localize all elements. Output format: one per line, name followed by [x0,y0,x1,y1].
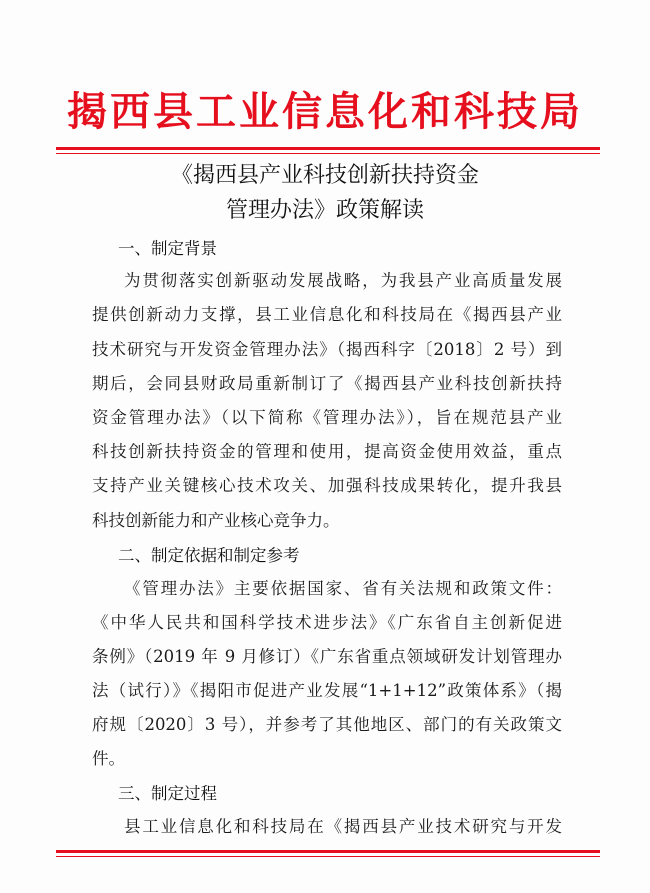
document-title-line-1: 《揭西县产业科技创新扶持资金 [170,163,479,188]
letterhead-rule-thin [56,153,600,154]
paragraph-line: 件。 [92,749,125,768]
footer-rule-thick [56,850,600,853]
paragraph-line: 支持产业关键核心技术攻关、加强科技成果转化，提升我县 [92,476,562,495]
section-heading-background: 一、制定背景 [118,239,217,258]
footer-rule-thin [56,856,600,857]
paragraph-line: 科技创新扶持资金的管理和使用，提高资金使用效益，重点 [92,442,562,461]
paragraph-line: 期后，会同县财政局重新制订了《揭西县产业科技创新扶持 [92,374,562,393]
paragraph-line: 府规〔2020〕3 号），并参考了其他地区、部门的有关政策文 [92,715,562,734]
letterhead-title: 揭西县工业信息化和科技局 [67,89,583,135]
letterhead-rule-thick [56,147,600,150]
paragraph-line: 条例》（2019 年 9 月修订）《广东省重点领域研发计划管理办 [92,647,562,666]
paragraph-line: 《中华人民共和国科学技术进步法》《广东省自主创新促进 [92,613,562,632]
paragraph-line: 《管理办法》主要依据国家、省有关法规和政策文件： [124,579,562,598]
paragraph-line: 法（试行）》《揭阳市促进产业发展“1+1+12”政策体系》（揭 [92,681,562,700]
section-heading-process: 三、制定过程 [118,784,217,803]
paragraph-line: 科技创新能力和产业核心竞争力。 [92,511,340,530]
paragraph-line: 技术研究与开发资金管理办法》（揭西科字〔2018〕2 号）到 [92,340,562,359]
document-title-line-2: 管理办法》政策解读 [225,198,424,223]
paragraph-line: 资金管理办法》（以下简称《管理办法》），旨在规范县产业 [92,408,562,427]
section-heading-basis: 二、制定依据和制定参考 [118,546,300,565]
paragraph-line: 提供创新动力支撑，县工业信息化和科技局在《揭西县产业 [92,305,562,324]
paragraph-line: 县工业信息化和科技局在《揭西县产业技术研究与开发 [124,817,562,836]
paragraph-line: 为贯彻落实创新驱动发展战略，为我县产业高质量发展 [124,271,562,290]
